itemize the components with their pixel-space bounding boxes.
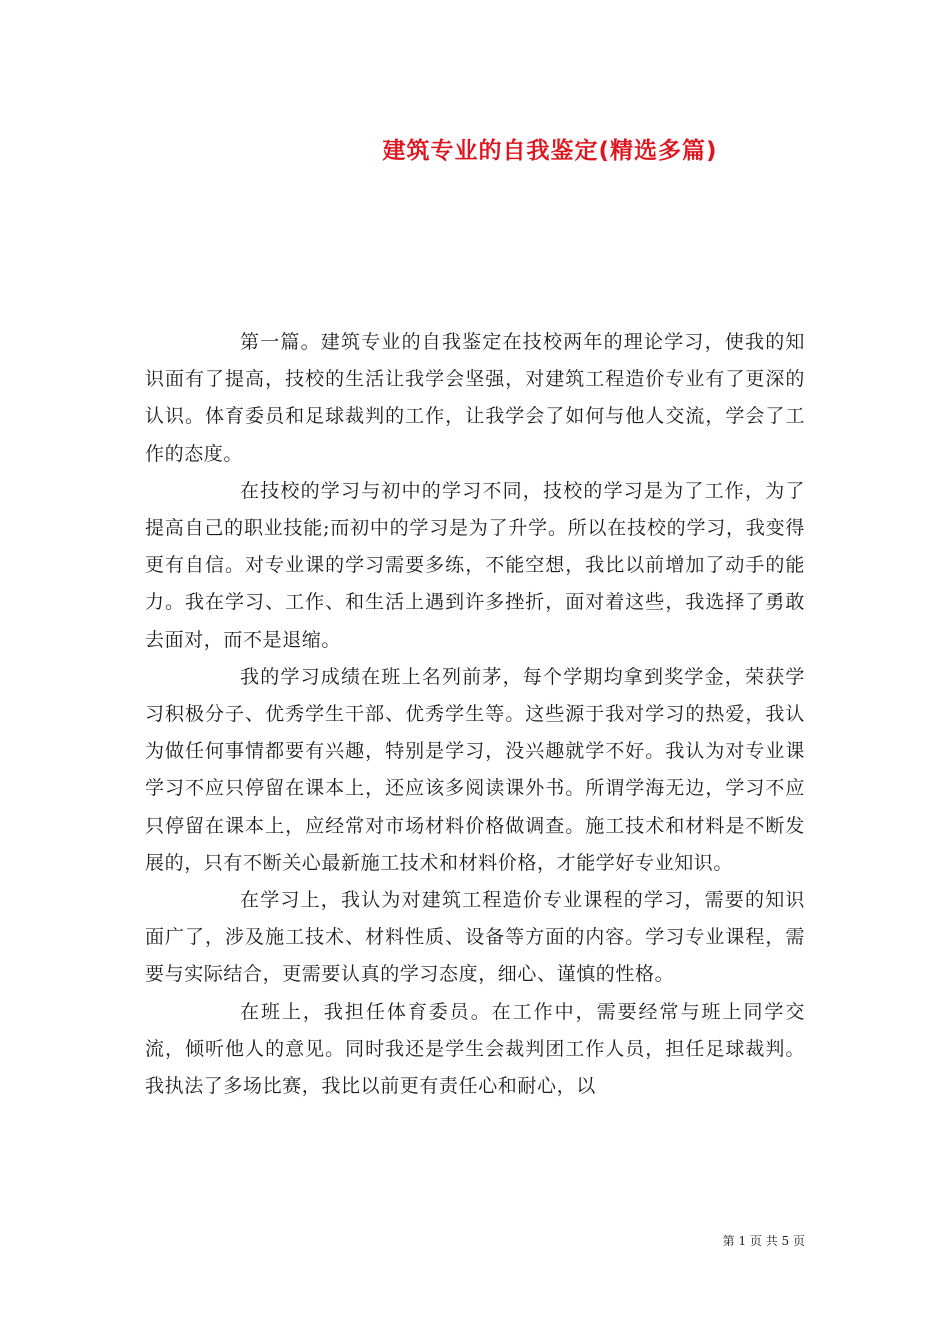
paragraph-1: 第一篇。建筑专业的自我鉴定在技校两年的理论学习，使我的知识面有了提高，技校的生活让我学会坚强，对建筑工程造价专业有了更深的认识。体育委员和足球裁判的工作，让我学会了如何与他人交流，学会了工作的态度。	[145, 331, 805, 465]
paragraph-2: 在技校的学习与初中的学习不同，技校的学习是为了工作，为了提高自己的职业技能;而初中的学习是为了升学。所以在技校的学习，我变得更有自信。对专业课的学习需要多练，不能空想，我比以前增加了动手的能力。我在学习、工作、和生活上遇到许多挫折，面对着这些，我选择了勇敢去面对，而不是退缩。	[145, 479, 805, 651]
page-number: 第 1 页 共 5 页	[722, 1234, 805, 1248]
document-title: 建筑专业的自我鉴定(精选多篇)	[382, 138, 718, 164]
document-body	[145, 324, 805, 1105]
paragraph-5: 在班上，我担任体育委员。在工作中，需要经常与班上同学交流，倾听他人的意见。同时我还是学生会裁判团工作人员，担任足球裁判。我执法了多场比赛，我比以前更有责任心和耐心，以	[145, 1000, 805, 1098]
paragraph-3: 我的学习成绩在班上名列前茅，每个学期均拿到奖学金，荣获学习积极分子、优秀学生干部、优秀学生等。这些源于我对学习的热爱，我认为做任何事情都要有兴趣，特别是学习，没兴趣就学不好。我认为对专业课学习不应只停留在课本上，还应该多阅读课外书。所谓学海无边，学习不应只停留在课本上，应经常对市场材料价格做调查。施工技术和材料是不断发展的，只有不断关心最新施工技术和材料价格，才能学好专业知识。	[145, 665, 805, 874]
paragraph-4: 在学习上，我认为对建筑工程造价专业课程的学习，需要的知识面广了，涉及施工技术、材料性质、设备等方面的内容。学习专业课程，需要与实际结合，更需要认真的学习态度，细心、谨慎的性格。	[145, 889, 805, 986]
